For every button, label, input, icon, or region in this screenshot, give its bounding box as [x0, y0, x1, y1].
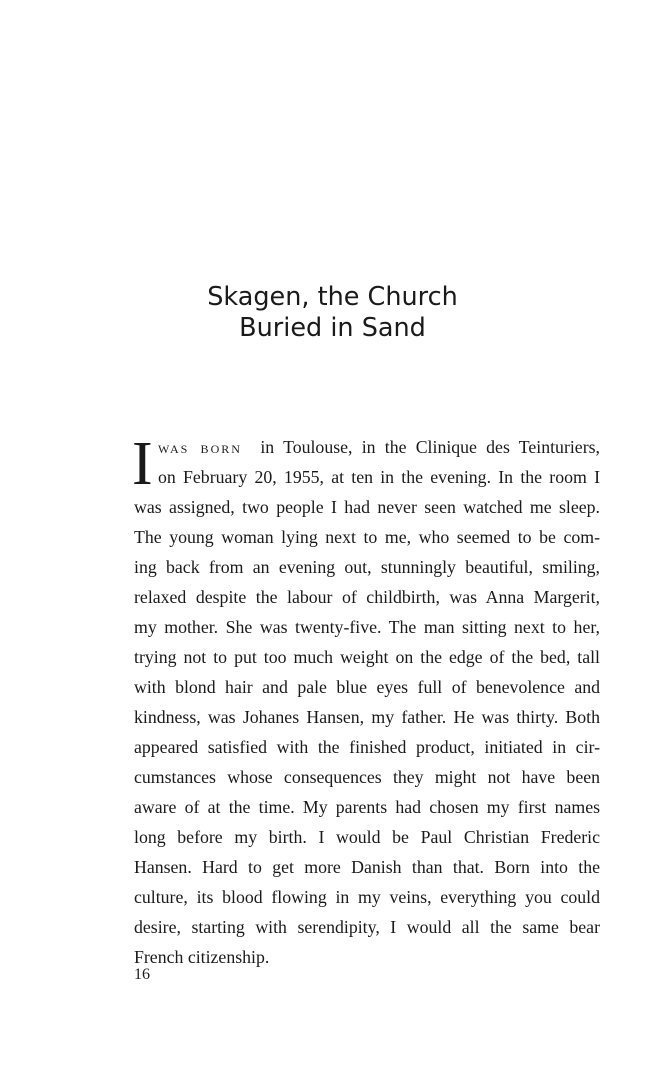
- paragraph-line-2: on February 20, 1955, at ten in the evening. In the room I: [158, 467, 600, 487]
- chapter-title-line-1: Skagen, the Church: [207, 282, 458, 312]
- paragraph-line-9: with blond hair and pale blue eyes full of benevolence and: [134, 677, 600, 697]
- paragraph-line-10: kindness, was Johanes Hansen, my father. He was thirty. Both: [134, 707, 600, 727]
- paragraph-line-17: desire, starting with serendipity, I would all the same bear: [134, 917, 600, 937]
- paragraph-line-8: trying not to put too much weight on the edge of the bed, tall: [134, 647, 600, 667]
- opening-smallcaps: was born: [158, 437, 242, 457]
- paragraph-line-1: [158, 432, 600, 462]
- paragraph-line-1-text: in Toulouse, in the Clinique des Teinturiers,: [260, 437, 600, 457]
- paragraph-line-13: aware of at the time. My parents had chosen my first names: [134, 797, 600, 817]
- paragraph-line-3: was assigned, two people I had never seen watched me sleep.: [134, 497, 600, 517]
- chapter-title: [0, 282, 665, 344]
- paragraph-line-18: French citizenship.: [134, 947, 270, 967]
- paragraph-line-7: my mother. She was twenty-five. The man sitting next to her,: [134, 617, 600, 637]
- paragraph-line-5: ing back from an evening out, stunningly beautiful, smiling,: [134, 557, 600, 577]
- drop-cap: I: [132, 430, 153, 498]
- paragraph-line-6: relaxed despite the labour of childbirth, was Anna Margerit,: [134, 587, 600, 607]
- paragraph-line-4: The young woman lying next to me, who seemed to be com-: [134, 527, 600, 547]
- chapter-title-line-2: Buried in Sand: [239, 313, 426, 343]
- paragraph-line-14: long before my birth. I would be Paul Christian Frederic: [134, 827, 600, 847]
- page-number: 16: [134, 966, 150, 983]
- paragraph-line-16: culture, its blood flowing in my veins, everything you could: [134, 887, 600, 907]
- paragraph-line-11: appeared satisfied with the finished product, initiated in cir-: [134, 737, 600, 757]
- paragraph-line-12: cumstances whose consequences they might not have been: [134, 767, 600, 787]
- paragraph-line-15: Hansen. Hard to get more Danish than that. Born into the: [134, 857, 600, 877]
